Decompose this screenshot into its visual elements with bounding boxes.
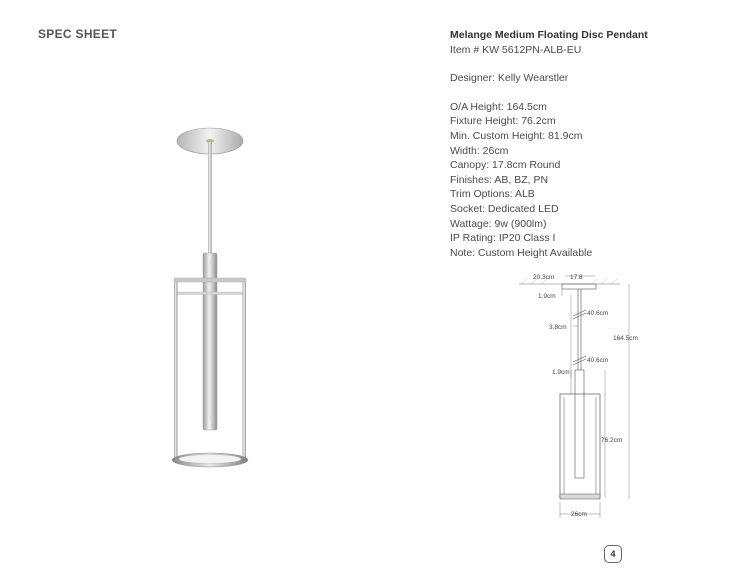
- dim-canopy-depth: 20.3cm: [533, 274, 555, 281]
- spec-line-canopy: Canopy: 17.8cm Round: [450, 159, 561, 172]
- dim-rod-upper: 40.6cm: [587, 310, 609, 317]
- spec-line-trim-options: Trim Options: ALB: [450, 188, 535, 201]
- spec-line-min-custom-height: Min. Custom Height: 81.9cm: [450, 129, 583, 142]
- pendant-frame-left: [174, 280, 178, 458]
- spec-sheet-label: SPEC SHEET: [38, 27, 118, 41]
- spec-line-fixture-height: Fixture Height: 76.2cm: [450, 115, 556, 128]
- dim-rod-diameter: 3.8cm: [549, 324, 567, 331]
- pendant-frame-right: [243, 280, 247, 458]
- spec-line-oa-height: O/A Height: 164.5cm: [450, 100, 547, 113]
- dim-width: 26cm: [571, 511, 587, 518]
- page-number-badge: 4: [604, 545, 622, 563]
- product-info: [450, 28, 648, 260]
- product-title: Melange Medium Floating Disc Pendant: [450, 29, 648, 41]
- spec-line-finishes: Finishes: AB, BZ, PN: [450, 173, 549, 186]
- spec-line-width: Width: 26cm: [450, 144, 509, 157]
- dim-bottom-gap: 1.9cm: [552, 369, 570, 376]
- designer: Designer: Kelly Wearstler: [450, 72, 569, 85]
- dim-fixture-height: 76.2cm: [601, 437, 623, 444]
- drawing-fixture-tube: [575, 370, 584, 478]
- drawing-canopy: [562, 284, 596, 289]
- pendant-stem: [208, 142, 211, 255]
- dim-overall-height: 164.5cm: [613, 335, 638, 342]
- pendant-frame-top: [174, 278, 246, 282]
- dim-rod-lower: 40.6cm: [587, 357, 609, 364]
- pendant-product-image: [160, 120, 265, 475]
- spec-line-ip-rating: IP Rating: IP20 Class I: [450, 232, 556, 245]
- dim-canopy-width: 17.8: [570, 274, 583, 281]
- spec-line-socket: Socket: Dedicated LED: [450, 202, 559, 215]
- dim-top-gap: 1.9cm: [538, 293, 556, 300]
- spec-line-wattage: Wattage: 9w (900lm): [450, 217, 547, 230]
- dimension-drawing: [505, 262, 655, 522]
- spec-line-note: Note: Custom Height Available: [450, 246, 593, 259]
- item-number: Item # KW 5612PN-ALB-EU: [450, 43, 582, 56]
- drawing-fixture-frame: [560, 394, 600, 498]
